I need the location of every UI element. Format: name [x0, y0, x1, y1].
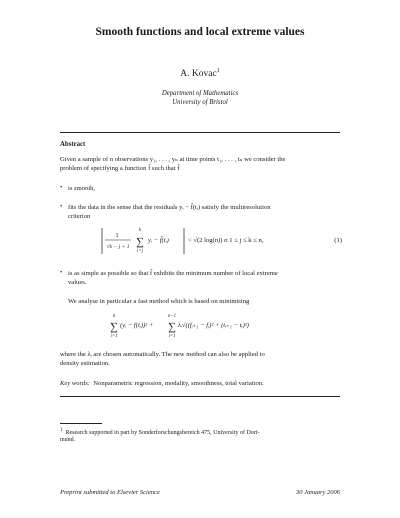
abstract-intro-line-2: problem of specifying a function f̃ such that f̃ — [60, 165, 180, 172]
eq1-sum-lower: i=j — [137, 249, 143, 254]
bullet-marker-2: • — [60, 203, 63, 210]
equation-objective — [60, 310, 342, 342]
equation-multiresolution — [60, 225, 342, 257]
abstract-method-line: We analyse in particular a fast method which is based on minimising — [68, 298, 250, 305]
eq2-sum1-sign: ∑ — [110, 321, 118, 333]
eq1-rhs: < √(2 log(n)) σ 1 ≤ j ≤ k ≤ n, — [188, 237, 264, 244]
bullet-item-fits-line-2: criterion — [68, 213, 91, 220]
eq2-sum2-sign: ∑ — [168, 321, 176, 333]
eq1-sum-upper: k — [138, 228, 142, 233]
eq2-term2: λᵢ√((fᵢ₊₁ − fᵢ)² + (tᵢ₊₁ − tᵢ)²) — [178, 322, 249, 329]
keywords-line — [60, 379, 342, 388]
footnote-line-2: mund. — [60, 437, 76, 443]
eq1-sum-sign: ∑ — [136, 236, 144, 248]
eq2-sum1-lower: i=1 — [110, 334, 118, 339]
eq2-sum2-upper: n−1 — [167, 314, 177, 319]
abstract-bottom-rule — [60, 396, 340, 397]
abstract-top-rule — [60, 132, 340, 133]
bullet-marker-3: • — [60, 269, 63, 276]
footer-date: 30 January 2006 — [295, 489, 340, 496]
author-footnote-mark: 1 — [216, 67, 220, 74]
abstract-closing-line-1: where the λᵢ are chosen automatically. The new method can also be applied to — [60, 351, 265, 358]
bullet-item-fits-line-1: fits the data in the sense that the residuals yᵢ − f̃(tᵢ) satisfy the multiresolution — [68, 204, 271, 211]
bullet-marker-1: • — [60, 184, 63, 191]
eq2-sum2-lower: i=1 — [168, 334, 176, 339]
abstract-heading: Abstract — [60, 141, 86, 148]
bullet-item-simple-line-2: values. — [68, 279, 87, 286]
eq1-summand: yᵢ − f̃(tᵢ) — [148, 237, 169, 244]
abstract-closing-line-2: density estimation. — [60, 360, 110, 367]
footnote-mark: 1 — [60, 428, 63, 433]
bullet-item-smooth: is smooth, — [68, 185, 96, 192]
footer-preprint-note: Preprint submitted to Elsevier Science — [60, 489, 160, 496]
affiliation-university: University of Bristol — [172, 99, 228, 106]
footnote-text-1: Research supported in part by Sonderforschungsbereich 475, University of Dort- — [65, 430, 260, 436]
eq1-number: (1) — [334, 237, 342, 244]
eq2-sum1-upper: n — [112, 314, 116, 319]
affiliation-department: Department of Mathematics — [161, 90, 239, 97]
keywords-label: Key words: — [60, 380, 90, 387]
bullet-item-simple-line-1: is as simple as possible so that f̃ exhibits the minimum number of local extreme — [68, 270, 278, 277]
footnote-rule — [60, 423, 102, 424]
author-name: A. Kovac — [180, 69, 217, 79]
eq1-fraction-denominator: √k − j + 1 — [106, 244, 130, 250]
keywords-text: Nonparametric regression, modality, smoothness, total variation. — [93, 380, 264, 387]
abstract-intro-line-1: Given a sample of n observations y₁, . . . , yₙ at time points t₁, . . . , tₙ we consider the — [60, 156, 286, 163]
eq1-fraction-numerator: 1 — [115, 232, 119, 239]
author-line — [0, 69, 400, 79]
eq2-term1: (yᵢ − f(tᵢ))² + — [120, 322, 154, 329]
paper-title: Smooth functions and local extreme values — [95, 26, 305, 38]
